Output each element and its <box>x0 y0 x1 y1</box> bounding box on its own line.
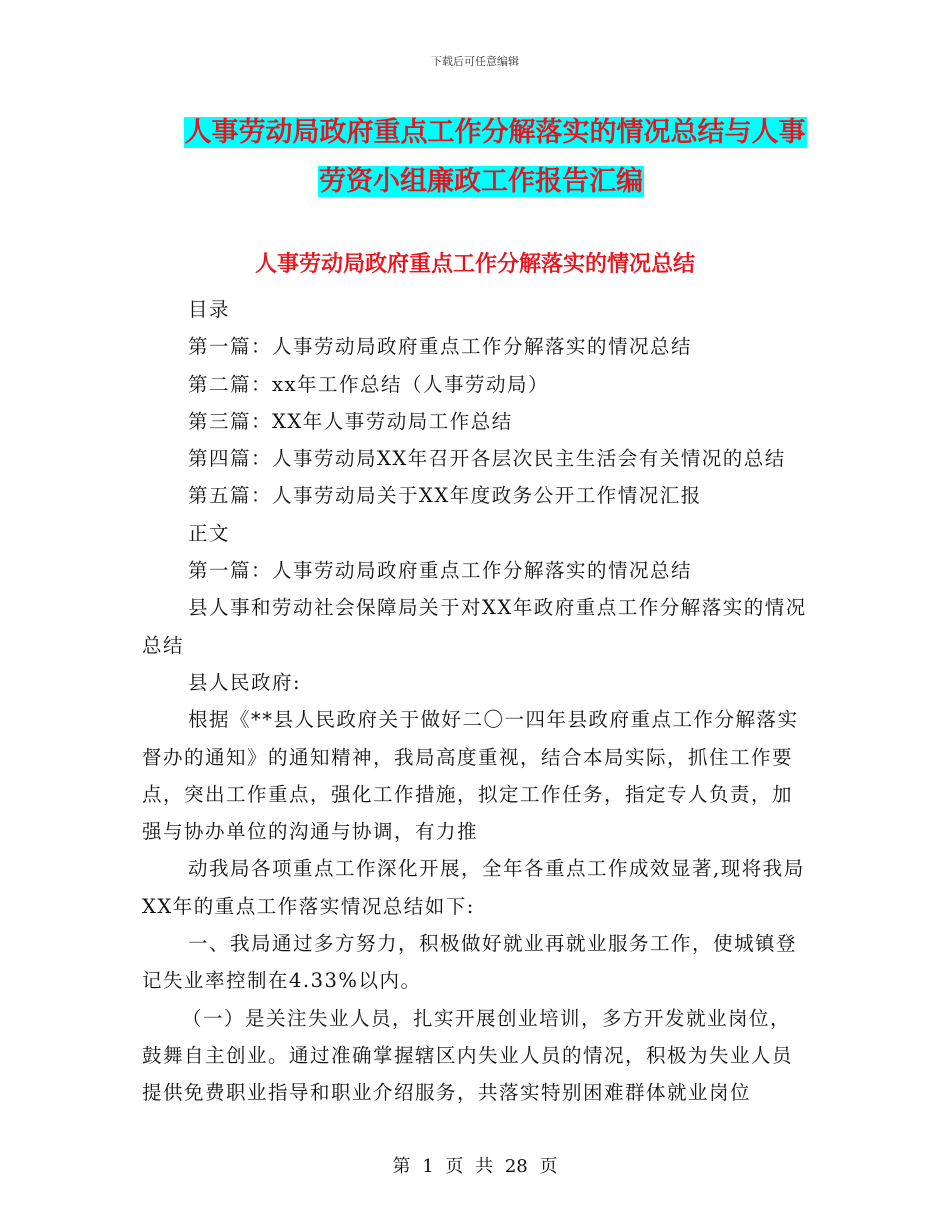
title-line-2-text: 劳资小组廉政工作报告汇编 <box>319 166 643 197</box>
title-line-1 <box>0 108 950 157</box>
section-title: 人事劳动局政府重点工作分解落实的情况总结 <box>254 251 695 277</box>
toc-item-2: 第二篇：xx年工作总结（人事劳动局） <box>188 372 549 396</box>
body-paragraph: （一）是关注失业人员，扎实开展创业培训，多方开发就业岗位，鼓舞自主创业。通过准确掌握辖区内失业人员的情况，积极为失业人员提供免费职业指导和职业介绍服务，共落实特别困难群体就业岗位 <box>142 1006 794 1105</box>
toc-item-3: 第三篇：XX年人事劳动局工作总结 <box>188 409 513 433</box>
report-title: 县人事和劳动社会保障局关于对XX年政府重点工作分解落实的情况总结 <box>142 596 807 657</box>
toc-item-4: 第四篇：人事劳动局XX年召开各层次民主生活会有关情况的总结 <box>188 447 786 471</box>
toc-item-5: 第五篇：人事劳动局关于XX年度政务公开工作情况汇报 <box>188 484 702 508</box>
chapter-title: 第一篇：人事劳动局政府重点工作分解落实的情况总结 <box>188 559 693 583</box>
body-paragraph: 动我局各项重点工作深化开展，全年各重点工作成效显著,现将我局XX年的重点工作落实情况总结如下: <box>142 857 805 918</box>
toc-heading: 目录 <box>188 298 231 321</box>
page-footer: 第 1 页 共 28 页 <box>392 1156 558 1177</box>
document-title <box>0 108 950 206</box>
salutation: 县人民政府: <box>188 670 302 694</box>
header-note: 下载后可任意编辑 <box>431 55 519 68</box>
toc-item-1: 第一篇：人事劳动局政府重点工作分解落实的情况总结 <box>188 335 693 359</box>
body-paragraph: 根据《**县人民政府关于做好二〇一四年县政府重点工作分解落实督办的通知》的通知精神，我局高度重视，结合本局实际，抓住工作要点，突出工作重点，强化工作措施，拟定工作任务，指定专人负责，加强与协办单位的沟通与协调，有力推 <box>142 708 799 844</box>
document-body <box>142 291 810 1112</box>
body-heading: 正文 <box>188 521 231 545</box>
title-line-1-text: 人事劳动局政府重点工作分解落实的情况总结与人事 <box>184 117 806 148</box>
title-line-2 <box>318 157 950 206</box>
body-paragraph: 一、我局通过多方努力，积极做好就业再就业服务工作，使城镇登记失业率控制在4.33%以内。 <box>142 932 798 993</box>
